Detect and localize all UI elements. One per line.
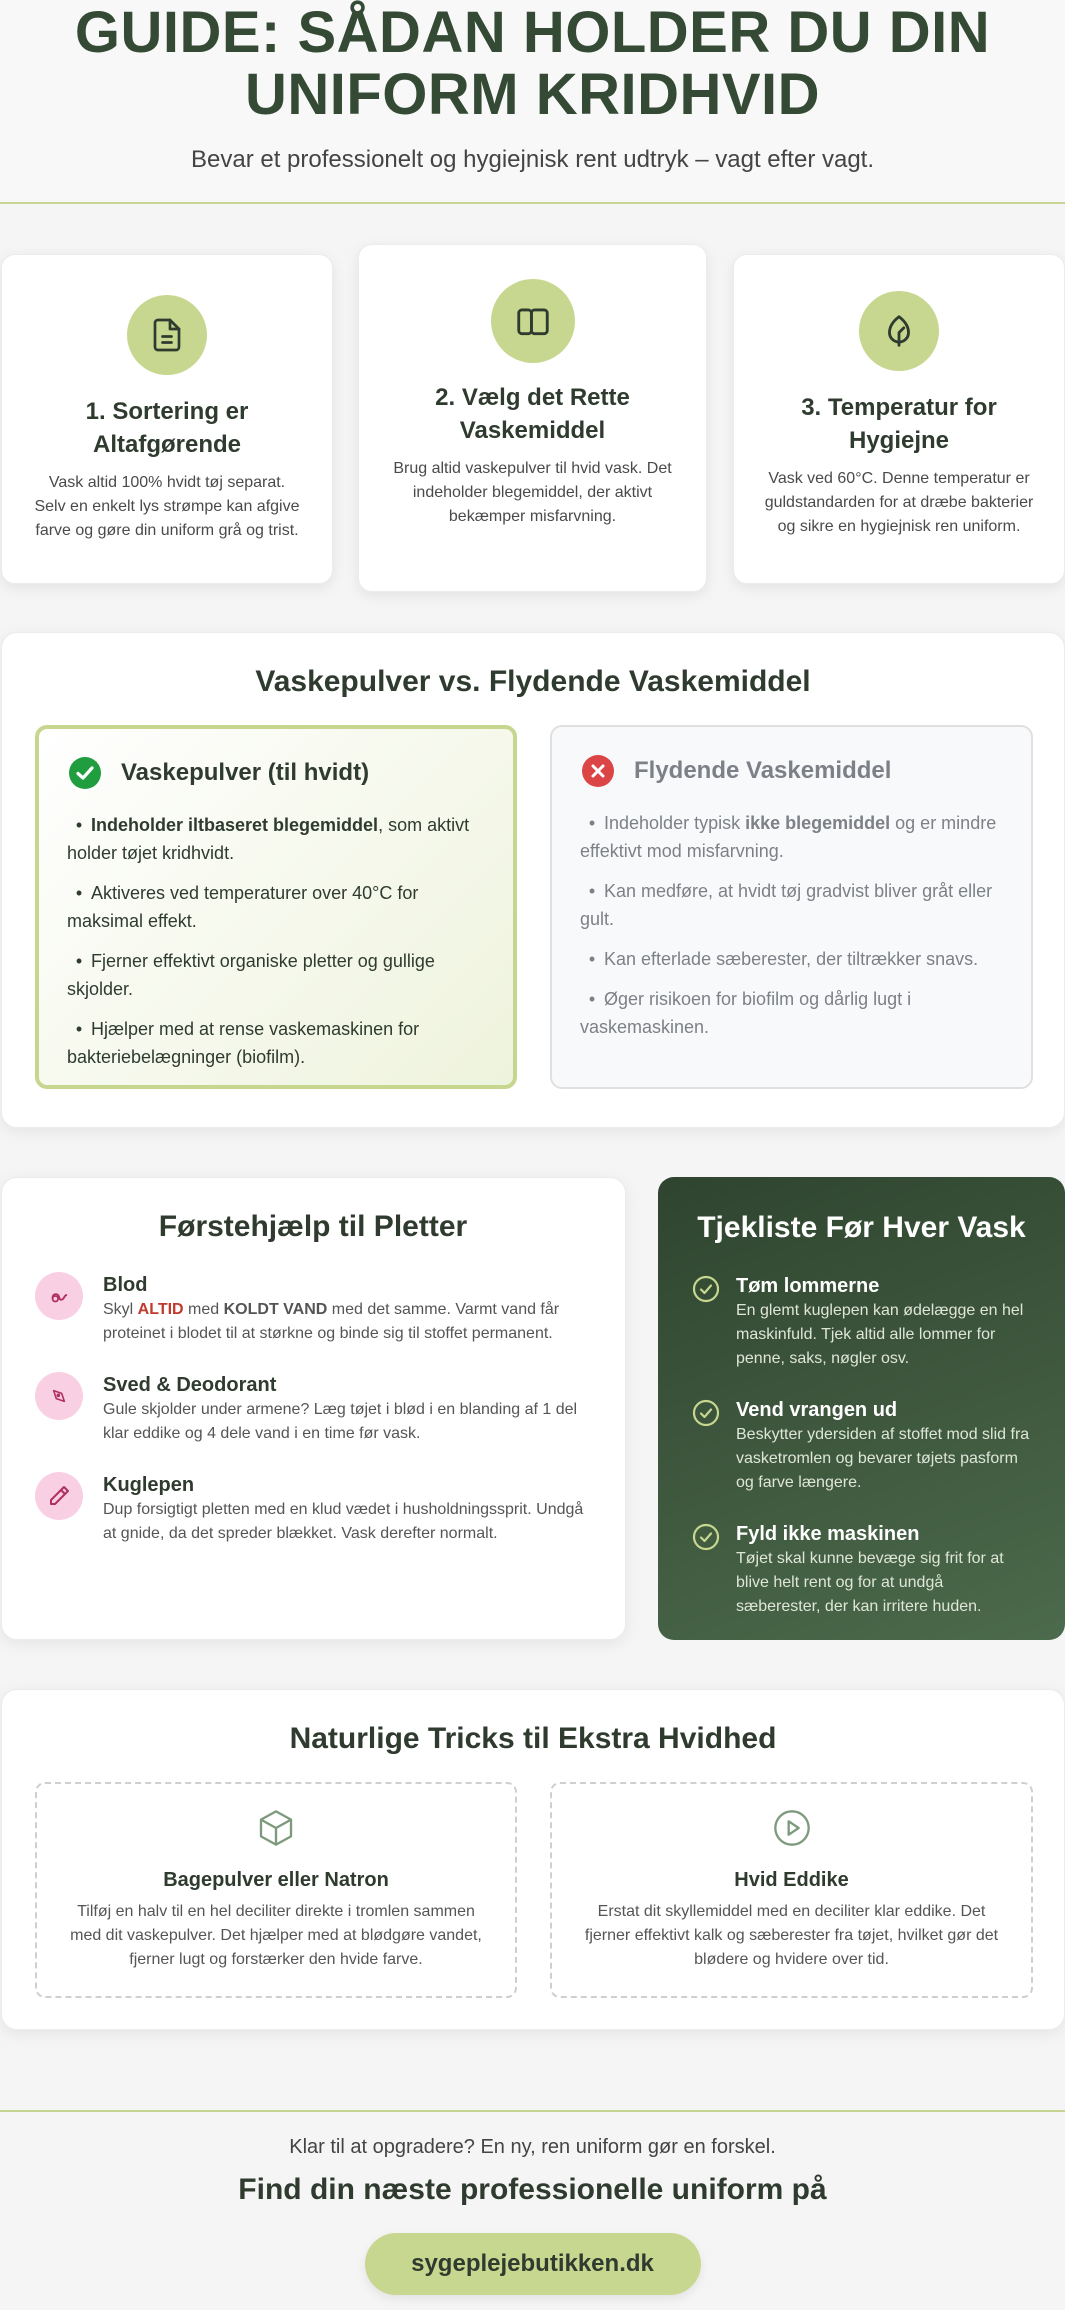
check-circle-outline-icon xyxy=(692,1399,720,1427)
checklist-item xyxy=(692,1521,1031,1619)
tip-card-temperature xyxy=(733,254,1065,584)
page-header xyxy=(0,0,1065,204)
trick-card-vinegar xyxy=(550,1782,1033,1998)
page-subtitle: Bevar et professionelt og hygiejnisk rent udtryk – vagt efter vagt. xyxy=(190,146,875,173)
footer-heading: Find din næste professionelle uniform på xyxy=(238,2173,827,2206)
leaf-icon xyxy=(859,291,939,371)
stain-pen xyxy=(35,1472,591,1546)
trick-card-baking-soda xyxy=(35,1782,517,1998)
drop-icon xyxy=(35,1272,83,1320)
checklist-item xyxy=(692,1397,1031,1495)
list-item: • Hjælper med at rense vaskemaskinen for bakteriebelægninger (biofilm). xyxy=(67,1015,485,1071)
checklist-title: Tjekliste Før Hver Vask xyxy=(697,1211,1026,1244)
page-title: GUIDE: SÅDAN HOLDER DU DIN UNIFORM KRIDHVID xyxy=(74,0,991,127)
list-item: • Indeholder typisk ikke blegemiddel og er mindre effektivt mod misfarvning. xyxy=(580,809,1003,865)
stain-title: Blod xyxy=(103,1274,148,1296)
liquid-box xyxy=(550,725,1033,1089)
list-item: • Kan efterlade sæberester, der tiltrækker snavs. xyxy=(580,945,1003,973)
comparison-section xyxy=(1,632,1065,1128)
powder-box xyxy=(35,725,517,1089)
liquid-title: Flydende Vaskemiddel xyxy=(634,757,892,784)
checklist-item-title: Fyld ikke maskinen xyxy=(736,1523,920,1545)
liquid-list xyxy=(580,809,1003,1041)
list-item: • Indeholder iltbaseret blegemiddel, som aktivt holder tøjet kridhvidt. xyxy=(67,811,485,867)
stain-text: Dup forsigtigt pletten med en klud vædet i husholdningssprit. Undgå at gnide, da det spreder blækket. Vask derefter normalt. xyxy=(103,1501,584,1542)
stain-title: Sved & Deodorant xyxy=(103,1374,277,1396)
trick-title: Bagepulver eller Natron xyxy=(163,1869,389,1891)
tip-text: Vask ved 60°C. Denne temperatur er guldstandarden for at dræbe bakterier og sikre en hygiejnisk ren uniform. xyxy=(764,470,1034,535)
tag-icon xyxy=(35,1372,83,1420)
stains-section xyxy=(1,1177,626,1640)
list-item: • Øger risikoen for biofilm og dårlig lugt i vaskemaskinen. xyxy=(580,985,1003,1041)
pen-icon xyxy=(35,1472,83,1520)
tip-card-detergent xyxy=(358,244,707,592)
stains-title: Førstehjælp til Pletter xyxy=(158,1210,468,1243)
tip-title: 3. Temperatur for Hygiejne xyxy=(801,394,997,454)
cross-circle-icon xyxy=(582,755,614,787)
page-footer xyxy=(0,2110,1065,2310)
play-circle-icon xyxy=(772,1808,812,1848)
check-circle-icon xyxy=(69,757,101,789)
tricks-section xyxy=(1,1689,1065,2030)
tip-card-sorting xyxy=(1,254,333,584)
stain-blood xyxy=(35,1272,591,1346)
shop-link-button[interactable]: sygeplejebutikken.dk xyxy=(365,2233,701,2295)
trick-text: Erstat dit skyllemiddel med en deciliter klar eddike. Det fjerner effektivt kalk og sæberester fra tøjet, hvilket gør det blødere og hvidere over tid. xyxy=(584,1903,999,1968)
tip-text: Vask altid 100% hvidt tøj separat. Selv en enkelt lys strømpe kan afgive farve og gøre din uniform grå og trist. xyxy=(34,474,300,539)
powder-title: Vaskepulver (til hvidt) xyxy=(121,759,370,786)
document-icon xyxy=(127,295,207,375)
columns-icon xyxy=(491,279,575,363)
checklist-item-text: Beskytter ydersiden af stoffet mod slid fra vasketromlen og bevarer tøjets pasform og farve længere. xyxy=(736,1426,1030,1491)
stain-title: Kuglepen xyxy=(103,1474,195,1496)
list-item: • Aktiveres ved temperaturer over 40°C for maksimal effekt. xyxy=(67,879,485,935)
stain-sweat xyxy=(35,1372,591,1446)
tip-title: 2. Vælg det Rette Vaskemiddel xyxy=(435,384,630,444)
checklist-item-text: Tøjet skal kunne bevæge sig frit for at blive helt rent og for at undgå sæberester, der kan irritere huden. xyxy=(736,1550,1004,1615)
list-item: • Kan medføre, at hvidt tøj gradvist bliver gråt eller gult. xyxy=(580,877,1003,933)
footer-lead: Klar til at opgradere? En ny, ren uniform gør en forskel. xyxy=(289,2136,776,2158)
tip-cards xyxy=(0,244,1065,594)
tip-text: Brug altid vaskepulver til hvid vask. Det indeholder blegemiddel, der aktivt bekæmper misfarvning. xyxy=(393,460,672,525)
box-icon xyxy=(256,1808,296,1848)
tricks-title: Naturlige Tricks til Ekstra Hvidhed xyxy=(289,1722,777,1755)
trick-text: Tilføj en halv til en hel deciliter direkte i tromlen sammen med dit vaskepulver. Det hjælper med at blødgøre vandet, fjerner lugt og forstærker den hvide farve. xyxy=(70,1903,482,1968)
stain-text: Gule skjolder under armene? Læg tøjet i blød i en blanding af 1 del klar eddike og 4 dele vand i en time før vask. xyxy=(103,1401,578,1442)
check-circle-outline-icon xyxy=(692,1275,720,1303)
tip-title: 1. Sortering er Altafgørende xyxy=(85,398,249,458)
powder-list xyxy=(67,811,485,1071)
checklist-item-text: En glemt kuglepen kan ødelægge en hel maskinfuld. Tjek altid alle lommer for penne, saks, nøgler osv. xyxy=(736,1302,1024,1367)
comparison-title: Vaskepulver vs. Flydende Vaskemiddel xyxy=(255,665,811,698)
checklist-item xyxy=(692,1273,1031,1371)
checklist-section xyxy=(658,1177,1065,1640)
check-circle-outline-icon xyxy=(692,1523,720,1551)
checklist-item-title: Tøm lommerne xyxy=(736,1275,880,1297)
trick-title: Hvid Eddike xyxy=(734,1869,849,1891)
checklist-item-title: Vend vrangen ud xyxy=(736,1399,898,1421)
stain-text: Skyl ALTID med KOLDT VAND med det samme. Varmt vand får proteinet i blodet til at størkne og binde sig til stoffet permanent. xyxy=(103,1301,560,1342)
list-item: • Fjerner effektivt organiske pletter og gullige skjolder. xyxy=(67,947,485,1003)
